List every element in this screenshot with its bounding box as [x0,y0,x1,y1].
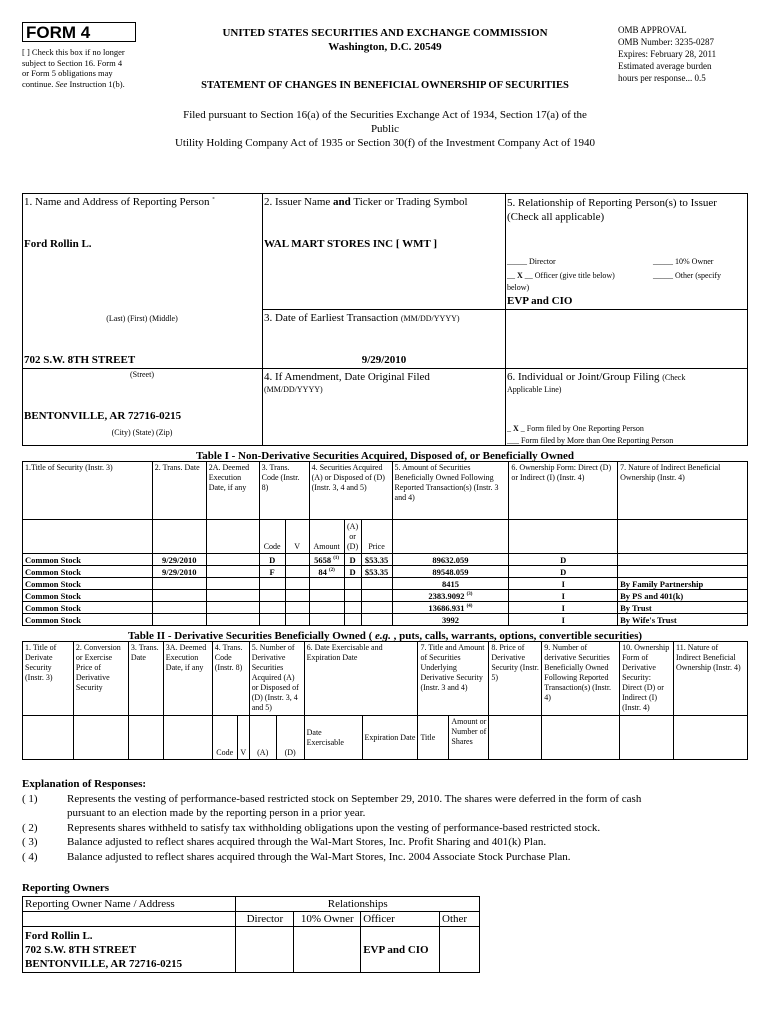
ten-percent-owner-option: _____ 10% Owner [653,257,714,266]
box5-label [507,196,749,224]
t2-header-exercisable: 6. Date Exercisable and Expiration Date [304,642,418,716]
street-hint: (Street) [130,370,154,379]
explanation-item [22,821,748,836]
transaction-date [152,614,206,626]
acquired-disposed [344,614,361,626]
acquired-disposed: D [344,554,361,566]
name-hint: (Last) (First) (Middle) [106,314,178,323]
owner-city: BENTONVILLE, AR 72716-0215 [25,957,183,970]
transaction-date [152,590,206,602]
amount: 84 $^{(2)}$ [309,566,344,578]
t2-header-price: 8. Price of Derivative Security (Instr. 5) [489,642,542,716]
box6-label: 6. Individual or Joint/Group Filing (Check [507,371,686,383]
owner-name: Ford Rollin L. [25,929,93,942]
explanation-item [22,835,748,850]
check-box-note [22,47,162,89]
t1-header-code: 3. Trans. Code (Instr. 8) [259,462,309,520]
deemed-date [206,566,259,578]
reporting-person-city: BENTONVILLE, AR 72716-0215 [24,410,182,422]
transaction-code: F [259,566,285,578]
deemed-date [206,578,259,590]
below-note: below) [507,283,530,292]
ownership-form: I [509,614,618,626]
explanation-number: ( 4) [22,850,38,863]
amount-owned: 89548.059 [392,566,509,578]
ownership-form: I [509,578,618,590]
owner-address-cell [23,927,236,973]
t1-sub-code: Code [259,520,285,554]
table-row [23,554,748,566]
ten-percent-header: 10% Owner [294,912,361,927]
box4-label: 4. If Amendment, Date Original Filed [264,371,430,383]
t2-header-deemed: 3A. Deemed Execution Date, if any [163,642,212,716]
t2-header-form: 10. Ownership Form of Derivative Security: Direct (D) or Indirect (I) (Instr. 4) [620,642,674,716]
table1-title: Table I - Non-Derivative Securities Acquired, Disposed of, or Beneficially Owned [195,450,575,462]
amount-owned: 2383.9092 $^{(3)}$ [392,590,509,602]
omb-line: Estimated average burden [618,61,712,71]
explanation-item [22,850,748,865]
security-title: Common Stock [23,578,153,590]
security-title: Common Stock [23,590,153,602]
reporting-owners-title: Reporting Owners [22,882,110,894]
deemed-date [206,554,259,566]
filed-line: Public [370,123,400,135]
box1-label: 1. Name and Address of Reporting Person * [24,196,215,208]
table2-title: Table II - Derivative Securities Beneficially Owned ( e.g. , puts, calls, warrants, options, convertible securities) [127,630,643,642]
explanation-text: Represents shares withheld to satisfy tax withholding obligations upon the vesting of performance-based restricted stock. [67,821,601,834]
v-flag [285,578,309,590]
t2-header-underlying: 7. Title and Amount of Securities Underlying Derivative Security (Instr. 3 and 4) [418,642,489,716]
t2-header-title: 1. Title of Derivate Security (Instr. 3) [23,642,74,716]
security-title: Common Stock [23,566,153,578]
omb-line: OMB APPROVAL [618,25,687,35]
filed-line: Utility Holding Company Act of 1935 or Section 30(f) of the Investment Company Act of 1940 [174,137,596,149]
price [361,614,392,626]
explanation-number: ( 3) [22,836,38,848]
t2-header-nature: 11. Nature of Indirect Beneficial Ownership (Instr. 4) [674,642,748,716]
check-note-line: [ ] Check this box if no longer [22,47,125,57]
footnote-ref: (2) [328,568,335,574]
t2-sub-amount: Amount or Number of Shares [449,716,489,760]
table2-derivative [22,641,748,760]
reporting-person-street: 702 S.W. 8TH STREET [24,354,136,366]
amount-owned: 3992 [392,614,509,626]
agency-name: UNITED STATES SECURITIES AND EXCHANGE COMMISSION [222,27,548,39]
omb-line: Expires: February 28, 2011 [618,49,717,59]
agency-block [170,26,600,54]
check-note-line: subject to Section 16. Form 4 [22,57,123,68]
t2-sub-code: Code [212,716,237,760]
box6-label-line2: Applicable Line) [507,385,562,394]
acquired-disposed [344,590,361,602]
transaction-date: 9/29/2010 [152,566,206,578]
t2-header-owned: 9. Number of derivative Securities Beneficially Owned Following Reported Transaction(s) (Instr. 4) [542,642,620,716]
explanation-text: Balance adjusted to reflect shares acquired through the Wal-Mart Stores, Inc. Profit Sharing and 401(k) Plan. [67,836,547,848]
t2-sub-title: Title [418,716,449,760]
ownership-form: I [509,602,618,614]
transaction-code [259,614,285,626]
v-flag [285,590,309,602]
t1-header-amount-owned: 5. Amount of Securities Beneficially Owned Following Reported Transaction(s) (Instr. 3 and 4) [392,462,509,520]
transaction-date: 9/29/2010 [152,554,206,566]
t2-header-conversion: 2. Conversion or Exercise Price of Derivative Security [73,642,128,716]
price: $53.35 [361,566,392,578]
table1-non-derivative [22,461,748,626]
form-title: FORM 4 [22,22,136,42]
amount-owned: 89632.059 [392,554,509,566]
t1-sub-a-or-d: (A) or (D) [344,520,361,554]
explanation-text: Balance adjusted to reflect shares acquired through the Wal-Mart Stores, Inc. 2004 Associate Stock Purchase Plan. [67,850,571,863]
table-row [23,566,748,578]
other-header: Other [440,912,480,927]
earliest-transaction-date: 9/29/2010 [361,354,407,366]
nature-of-ownership: By Trust [618,602,748,614]
ownership-form: D [509,554,618,566]
price: $53.35 [361,554,392,566]
v-flag [285,566,309,578]
reporting-person-name: Ford Rollin L. [24,238,92,250]
v-flag [285,554,309,566]
t2-sub-expiration: Expiration Date [362,716,418,760]
officer-title: EVP and CIO [507,295,573,307]
nature-of-ownership: By Family Partnership [618,578,748,590]
table-row [23,602,748,614]
deemed-date [206,602,259,614]
v-flag [285,602,309,614]
table-row [23,578,748,590]
t1-header-title: 1.Title of Security (Instr. 3) [23,462,153,520]
table-row [23,590,748,602]
table-row [23,614,748,626]
box3-label: 3. Date of Earliest Transaction (MM/DD/YYYY) [264,312,460,324]
check-note-line: or Form 5 obligations may [22,68,113,78]
owner-street: 702 S.W. 8TH STREET [25,943,137,956]
acquired-disposed [344,602,361,614]
t2-sub-v: V [237,716,249,760]
officer-option: __ X __ Officer (give title below) [507,271,615,280]
t1-header-date: 2. Trans. Date [152,462,206,520]
acquired-disposed: D [344,566,361,578]
nature-of-ownership [618,566,748,578]
box5-label-line: (Check all applicable) [507,211,605,223]
transaction-code [259,602,285,614]
t1-sub-amount: Amount [309,520,344,554]
t1-header-ownership-form: 6. Ownership Form: Direct (D) or Indirect (I) (Instr. 4) [509,462,618,520]
security-title: Common Stock [23,614,153,626]
explanation-text: Represents the vesting of performance-based restricted stock on September 29, 2010. The shares were deferred in the form of cash pursuant to an election made by the reporting person in a prior year. [67,792,642,819]
director-header: Director [236,912,294,927]
nature-of-ownership [618,554,748,566]
amount [309,578,344,590]
price [361,578,392,590]
reporting-owners-table [22,896,480,973]
owner-officer-title: EVP and CIO [361,927,440,973]
deemed-date [206,590,259,602]
explanation-item [22,792,748,821]
relationships-header: Relationships [236,897,480,912]
price [361,590,392,602]
officer-header: Officer [361,912,440,927]
t2-header-number: 5. Number of Derivative Securities Acquired (A) or Disposed of (D) (Instr. 3, 4 and 5) [249,642,304,716]
explanation-title: Explanation of Responses: [22,778,147,790]
owner-name-header: Reporting Owner Name / Address [23,897,236,912]
t2-sub-d: (D) [276,716,304,760]
t1-header-deemed: 2A. Deemed Execution Date, if any [206,462,259,520]
box2-label: 2. Issuer Name and Ticker or Trading Symbol [264,196,468,208]
statement-title: STATEMENT OF CHANGES IN BENEFICIAL OWNERSHIP OF SECURITIES [201,80,569,91]
filed-pursuant [120,108,650,150]
other-option: _____ Other (specify [653,271,721,280]
city-hint: (City) (State) (Zip) [111,428,173,437]
issuer-name: WAL MART STORES INC [ WMT ] [264,238,438,250]
t2-header-code: 4. Trans. Code (Instr. 8) [212,642,249,716]
director-option: _____ Director [507,257,556,266]
box4-hint: (MM/DD/YYYY) [264,385,323,394]
explanation-number: ( 1) [22,792,38,805]
t2-header-date: 3. Trans. Date [128,642,163,716]
v-flag [285,614,309,626]
box5-label-line: 5. Relationship of Reporting Person(s) to Issuer [507,197,717,209]
explanation-section [22,777,748,864]
amount: 5658 $^{(1)}$ [309,554,344,566]
t2-sub-a: (A) [249,716,276,760]
omb-line: OMB Number: 3235-0287 [618,37,714,47]
t1-header-nature: 7. Nature of Indirect Beneficial Ownership (Instr. 4) [618,462,748,520]
security-title: Common Stock [23,602,153,614]
one-person-option: _ X _ Form filed by One Reporting Person [507,424,644,433]
ownership-form: I [509,590,618,602]
security-title: Common Stock [23,554,153,566]
omb-approval [618,24,758,84]
amount-owned: 8415 [392,578,509,590]
transaction-code: D [259,554,285,566]
amount [309,590,344,602]
t1-sub-price: Price [361,520,392,554]
transaction-code [259,590,285,602]
agency-location: Washington, D.C. 20549 [328,41,442,53]
t1-sub-v: V [285,520,309,554]
amount [309,614,344,626]
nature-of-ownership: By PS and 401(k) [618,590,748,602]
transaction-date [152,578,206,590]
footnote-ref: (4) [466,604,473,610]
acquired-disposed [344,578,361,590]
deemed-date [206,614,259,626]
transaction-date [152,602,206,614]
t1-header-securities: 4. Securities Acquired (A) or Disposed of (D) (Instr. 3, 4 and 5) [309,462,392,520]
transaction-code [259,578,285,590]
amount [309,602,344,614]
filed-line: Filed pursuant to Section 16(a) of the Securities Exchange Act of 1934, Section 17(a) of the [183,109,587,121]
explanation-number: ( 2) [22,821,38,834]
price [361,602,392,614]
check-note-line: continue. See Instruction 1(b). [22,78,125,89]
multiple-persons-option: ___ Form filed by More than One Reporting Person [507,436,674,445]
t2-sub-date-exercisable: Date Exercisable [304,716,362,760]
nature-of-ownership: By Wife's Trust [618,614,748,626]
footnote-ref: (1) [333,556,340,562]
omb-line: hours per response... 0.5 [618,73,706,83]
footnote-ref: (3) [466,592,473,598]
amount-owned: 13686.931 $^{(4)}$ [392,602,509,614]
ownership-form: D [509,566,618,578]
